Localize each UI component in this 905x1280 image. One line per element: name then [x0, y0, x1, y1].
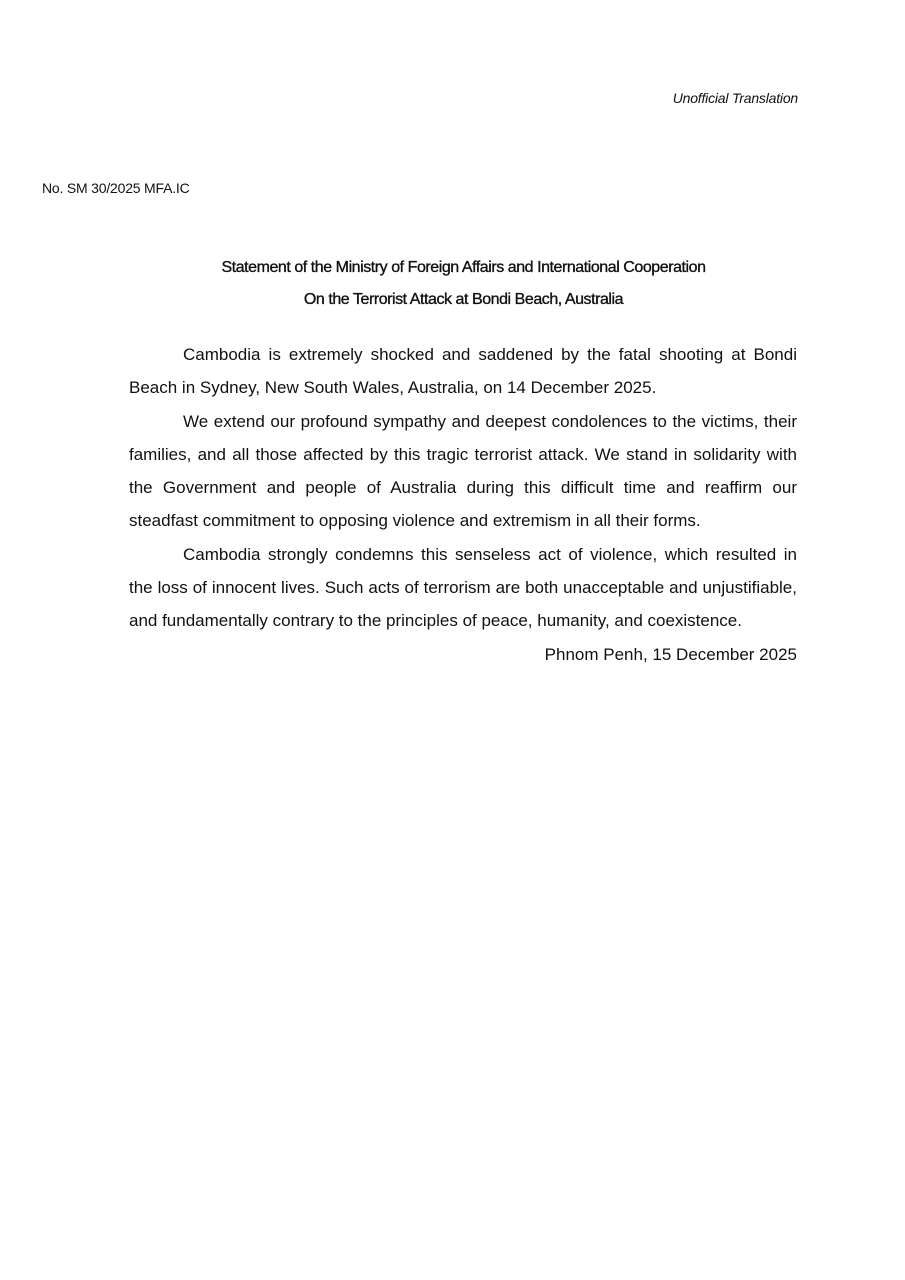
title-line-2: On the Terrorist Attack at Bondi Beach, Australia	[303, 291, 624, 308]
title-line-1: Statement of the Ministry of Foreign Affairs and International Cooperation	[221, 259, 706, 276]
reference-number: No. SM 30/2025 MFA.IC	[42, 180, 190, 196]
place-and-date: Phnom Penh, 15 December 2025	[544, 644, 797, 664]
paragraph-3: Cambodia strongly condemns this senseless act of violence, which resulted in the loss of innocent lives. Such acts of terrorism are both unacceptable and unjustifiable, and fundamentally contrary to the principles of peace, humanity, and coexistence.	[129, 544, 797, 631]
statement-body	[129, 338, 797, 671]
paragraph-2: We extend our profound sympathy and deepest condolences to the victims, their families, and all those affected by this tragic terrorist attack. We stand in solidarity with the Government and people of Australia during this difficult time and reaffirm our steadfast commitment to opposing violence and extremism in all their forms.	[129, 411, 797, 531]
paragraph-1: Cambodia is extremely shocked and saddened by the fatal shooting at Bondi Beach in Sydney, New South Wales, Australia, on 14 December 2025.	[129, 345, 797, 398]
statement-title	[0, 252, 905, 316]
translation-note: Unofficial Translation	[672, 90, 798, 106]
